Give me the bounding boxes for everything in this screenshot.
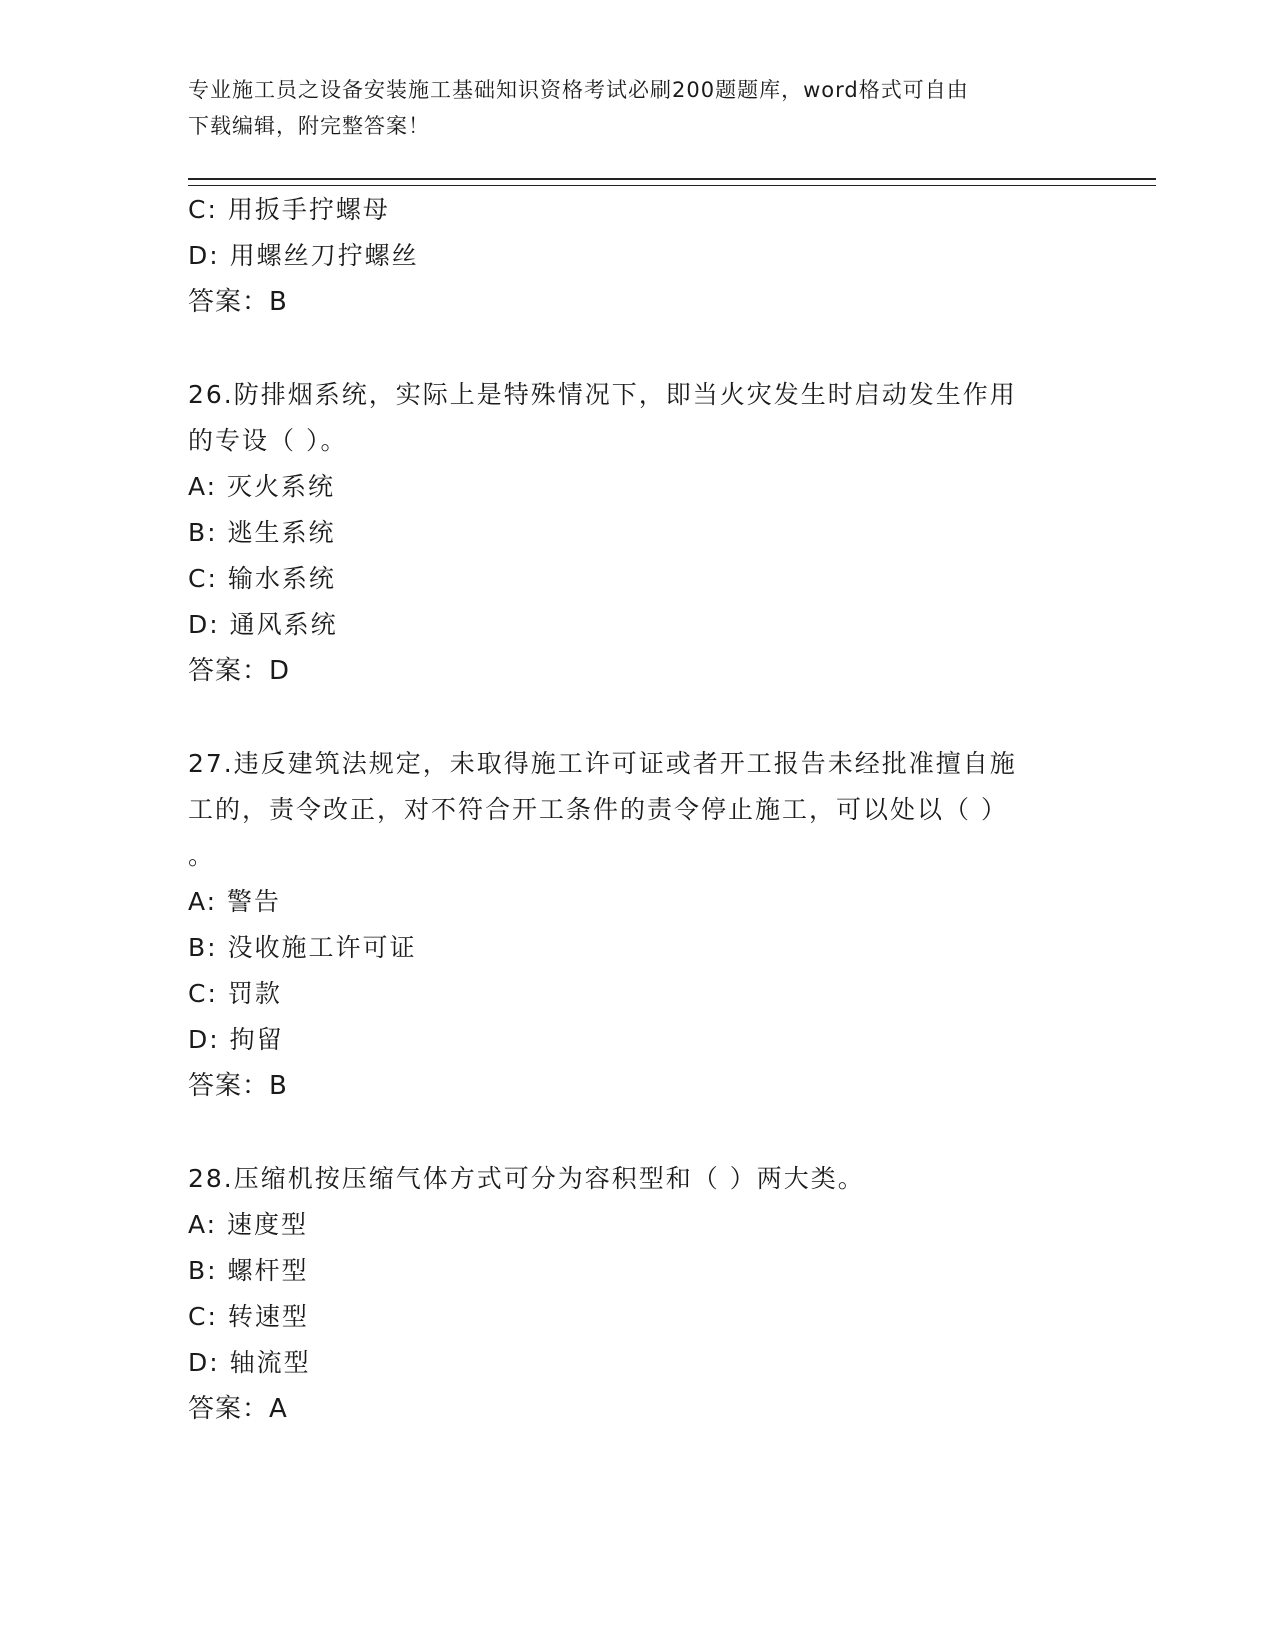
- header-line-2: 下载编辑，附完整答案！: [188, 114, 430, 138]
- option-b: B: 螺杆型: [188, 1256, 309, 1285]
- option-c: C: 罚款: [188, 979, 282, 1008]
- question-28: [188, 1156, 1088, 1432]
- spacer: [188, 694, 1088, 741]
- option-c: C: 转速型: [188, 1302, 309, 1331]
- spacer: [188, 1109, 1088, 1156]
- question-content: [188, 187, 1088, 1432]
- question-stem: 26.防排烟系统，实际上是特殊情况下，即当火灾发生时启动发生作用: [188, 380, 1017, 409]
- option-b: B: 逃生系统: [188, 518, 336, 547]
- option-a: A: 灭火系统: [188, 472, 336, 501]
- option-d: D: 拘留: [188, 1025, 284, 1054]
- question-stem: 28.压缩机按压缩气体方式可分为容积型和（ ）两大类。: [188, 1164, 865, 1193]
- prev-question-block: [188, 187, 1088, 325]
- option-d: D: 通风系统: [188, 610, 338, 639]
- question-stem: 27.违反建筑法规定，未取得施工许可证或者开工报告未经批准擅自施: [188, 749, 1017, 778]
- answer-line: 答案：B: [188, 1071, 288, 1101]
- answer-line: 答案：D: [188, 656, 291, 686]
- option-c: C: 用扳手拧螺母: [188, 195, 390, 224]
- option-a: A: 速度型: [188, 1210, 309, 1239]
- document-header: [188, 72, 1068, 144]
- question-stem: 工的，责令改正，对不符合开工条件的责令停止施工，可以处以（ ）: [188, 795, 1008, 824]
- header-line-1: 专业施工员之设备安装施工基础知识资格考试必刷200题题库，word格式可自由: [188, 78, 969, 102]
- question-stem: 的专设（ ）。: [188, 426, 348, 455]
- answer-line: 答案：B: [188, 287, 288, 317]
- option-b: B: 没收施工许可证: [188, 933, 417, 962]
- header-divider: [188, 178, 1156, 186]
- option-c: C: 输水系统: [188, 564, 336, 593]
- spacer: [188, 325, 1088, 372]
- option-d: D: 轴流型: [188, 1348, 311, 1377]
- option-a: A: 警告: [188, 887, 282, 916]
- option-d: D: 用螺丝刀拧螺丝: [188, 241, 419, 270]
- answer-line: 答案：A: [188, 1394, 288, 1424]
- question-26: [188, 372, 1088, 694]
- question-stem: 。: [188, 841, 216, 870]
- question-27: [188, 741, 1088, 1109]
